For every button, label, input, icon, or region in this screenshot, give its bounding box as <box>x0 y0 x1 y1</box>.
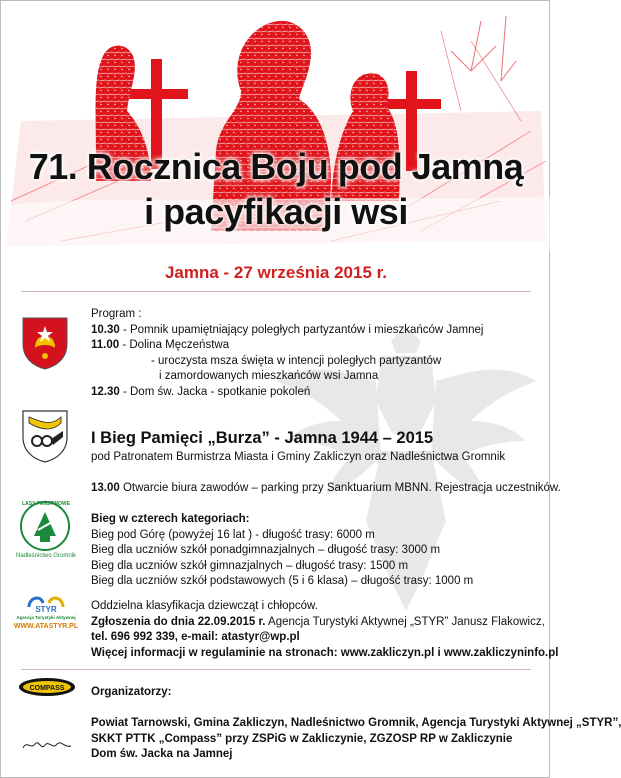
lasy-label-top: LASY PAŃSTWOWE <box>22 501 70 507</box>
race-title: I Bieg Pamięci „Burza” - Jamna 1944 – 2015 <box>91 429 434 447</box>
lasy-label-bottom: Nadleśnictwo Gromnik <box>15 553 77 559</box>
registration-section <box>91 599 558 661</box>
main-title-line2: i pacyfikacji wsi <box>144 191 408 232</box>
program-time: 11.00 <box>91 339 120 351</box>
compass-logo-icon <box>18 677 76 697</box>
opening-text: Otwarcie biura zawodów – parking przy Sanktuarium MBNN. Rejestracja uczestników. <box>119 482 561 494</box>
program-text: i zamordowanych mieszkańców wsi Jamna <box>159 370 379 382</box>
main-title-line1: 71. Rocznica Boju pod Jamną <box>28 146 524 187</box>
program-time: 10.30 <box>91 323 120 336</box>
category-item: Bieg pod Górę (powyżej 16 lat ) - długość trasy: 6000 m <box>91 528 375 541</box>
categories-header: Bieg w czterech kategoriach: <box>91 513 250 525</box>
race-opening <box>91 481 561 497</box>
program-section <box>91 307 483 400</box>
program-text: - Pomnik upamiętniający poległych partyzantów i mieszkańców Jamnej <box>119 323 484 336</box>
coat-of-arms-icon <box>21 316 69 371</box>
divider-bottom <box>21 669 531 670</box>
compass-label: COMPASS <box>29 685 65 692</box>
organizer-line: SKKT PTTK „Compass” przy ZSPiG w Zakliczynie, ZGZOSP RP w Zakliczynie <box>91 732 513 745</box>
organizers-list <box>91 716 621 763</box>
organizer-line: Powiat Tarnowski, Gmina Zakliczyn, Nadleśnictwo Gromnik, Agencja Turystyki Aktywnej „STYR”, <box>91 717 621 729</box>
svg-text:STYR: STYR <box>35 605 57 614</box>
styr-logo-icon <box>23 593 69 615</box>
patronage-text: pod Patronatem Burmistrza Miasta i Gminy Zakliczyn oraz Nadleśnictwa Gromnik <box>91 451 506 463</box>
registration-agency: Agencja Turystyki Aktywnej „STYR” Janusz Flakowicz, <box>265 615 545 628</box>
program-text: - Dolina Męczeństwa <box>119 339 230 351</box>
categories-section <box>91 512 473 590</box>
organizer-line: Dom św. Jacka na Jamnej <box>91 748 233 760</box>
styr-caption: Agencja Turystyki Aktywnej <box>16 615 76 620</box>
program-item <box>91 338 483 354</box>
divider-top <box>21 291 531 292</box>
program-item <box>91 385 483 401</box>
registration-deadline: Zgłoszenia do dnia 22.09.2015 r. <box>91 615 266 628</box>
opening-time: 13.00 <box>91 482 120 494</box>
more-info: Więcej informacji w regulaminie na stronach: www.zakliczyn.pl i www.zakliczyninfo.pl <box>91 646 559 659</box>
category-item: Bieg dla uczniów szkół ponadgimnazjalnych – długość trasy: 3000 m <box>91 544 441 556</box>
zakliczyn-coat-of-arms-icon <box>21 409 69 464</box>
classification-text: Oddzielna klasyfikacja dziewcząt i chłopców. <box>91 600 318 612</box>
contact-info: tel. 696 992 339, e-mail: atastyr@wp.pl <box>91 631 300 643</box>
organizers-header: Organizatorzy: <box>91 686 172 698</box>
event-date: Jamna - 27 września 2015 r. <box>164 263 388 282</box>
program-item <box>91 369 483 385</box>
program-text: - Dom św. Jacka - spotkanie pokoleń <box>119 385 311 398</box>
race-patronage <box>91 450 505 466</box>
signature-icon <box>21 736 73 754</box>
program-item <box>91 323 483 339</box>
styr-url: WWW.ATASTYR.PL <box>13 623 79 630</box>
category-item: Bieg dla uczniów szkół podstawowych (5 i 6 klasa) – długość trasy: 1000 m <box>91 575 474 587</box>
category-item: Bieg dla uczniów szkół gimnazjalnych – długość trasy: 1500 m <box>91 559 409 572</box>
program-item <box>91 354 483 370</box>
program-time: 12.30 <box>91 385 120 398</box>
program-text: - uroczysta msza święta w intencji poległych partyzantów <box>151 354 442 367</box>
program-label: Program : <box>91 308 142 320</box>
